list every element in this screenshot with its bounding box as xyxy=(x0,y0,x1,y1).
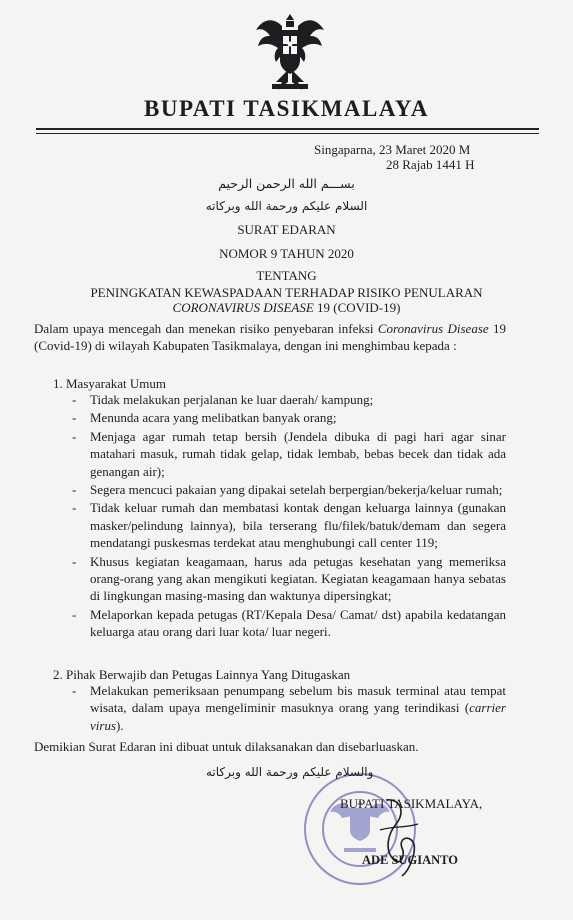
section-2-label: 2. Pihak Berwajib dan Petugas Lainnya Yang Ditugaskan xyxy=(53,667,351,682)
dash-marker: - xyxy=(72,482,77,498)
list-item xyxy=(66,481,506,498)
date-hijri: 28 Rajab 1441 H xyxy=(386,157,475,172)
signature-arabic-salam: والسلام عليكم ورحمة الله وبركاته xyxy=(206,765,374,779)
list-item xyxy=(66,391,506,408)
list-item-text: Menunda acara yang melibatkan banyak orang; xyxy=(90,410,337,426)
list-item xyxy=(66,409,506,426)
letterhead-rule-thin xyxy=(36,133,539,134)
intro-text-2: 19 (Covid-19) di wilayah Kabupaten Tasikmalaya, dengan ini menghimbau kepada : xyxy=(34,321,507,353)
section-1-list xyxy=(66,391,506,642)
dash-marker: - xyxy=(72,606,77,622)
list-item-text-end: ). xyxy=(116,717,124,733)
intro-paragraph xyxy=(34,320,506,354)
letterhead-rule-thick xyxy=(36,128,539,130)
list-item xyxy=(66,499,506,551)
document-number: NOMOR 9 TAHUN 2020 xyxy=(219,246,354,261)
basmala: بســـم الله الرحمن الرحيم xyxy=(218,176,355,191)
subject-rest: 19 (COVID-19) xyxy=(313,300,401,315)
list-item xyxy=(66,553,506,605)
closing-paragraph: Demikian Surat Edaran ini dibuat untuk dilaksanakan dan disebarluaskan. xyxy=(34,739,419,754)
section-2-list xyxy=(66,682,506,735)
list-item xyxy=(66,428,506,480)
section-1-label: 1. Masyarakat Umum xyxy=(53,376,167,391)
document-type: SURAT EDARAN xyxy=(237,222,336,237)
list-item-text: Tidak keluar rumah dan membatasi kontak dengan keluarga lainnya (gunakan masker/pelindung lainnya), bila terserang flu/filek/batuk/demam dan segera mendatangi puskesmas terdekat atau menghubungi call center 119; xyxy=(90,500,506,551)
dash-marker: - xyxy=(72,410,77,426)
date-gregorian: Singaparna, 23 Maret 2020 M xyxy=(314,142,471,157)
list-item-text: Tidak melakukan perjalanan ke luar daerah/ kampung; xyxy=(90,392,374,407)
date-block xyxy=(314,142,474,172)
list-item-text: Menjaga agar rumah tetap bersih (Jendela dibuka di pagi hari agar sinar matahari masuk, rumah tidak gelap, tidak lembab, bebas becek dan tidak ada genangan air); xyxy=(90,428,506,479)
dash-marker: - xyxy=(72,500,77,516)
about-label: TENTANG xyxy=(256,268,317,283)
list-item-italic: carrier virus xyxy=(90,700,506,733)
letterhead-title: BUPATI TASIKMALAYA xyxy=(144,96,429,121)
intro-italic: Coronavirus Disease xyxy=(377,321,489,336)
arabic-salam: السلام عليكم ورحمة الله وبركاته xyxy=(205,199,368,213)
list-item xyxy=(66,606,506,641)
dash-marker: - xyxy=(72,392,77,407)
list-item-text: Segera mencuci pakaian yang dipakai setelah berpergian/bekerja/keluar rumah; xyxy=(90,482,503,498)
list-item-text: Khusus kegiatan keagamaan, harus ada petugas kesehatan yang memeriksa orang-orang yang akan mengikuti kegiatan. Kegiatan keagamaan hanya sebatas di lingkungan masing-masing dan waktunya dipersingkat; xyxy=(90,553,506,604)
intro-text-1: Dalam upaya mencegah dan menekan risiko penyebaran infeksi xyxy=(34,321,378,336)
list-item xyxy=(66,682,506,734)
subject-italic: CORONAVIRUS DISEASE xyxy=(172,300,314,315)
garuda-emblem-icon xyxy=(252,12,328,94)
list-item-text: Melakukan pemeriksaan penumpang sebelum bis masuk terminal atau tempat wisata, dalam upaya mengeliminir masuknya orang yang terindikasi ( xyxy=(90,683,506,716)
dash-marker: - xyxy=(72,553,77,569)
signatory-name: ADE SUGIANTO xyxy=(362,853,458,867)
subject-line-2 xyxy=(0,300,573,316)
dash-marker: - xyxy=(72,428,77,444)
subject-line-1: PENINGKATAN KEWASPADAAN TERHADAP RISIKO PENULARAN xyxy=(90,285,483,300)
dash-marker: - xyxy=(72,683,77,698)
signatory-title: BUPATI TASIKMALAYA, xyxy=(340,796,483,811)
list-item-text: Melaporkan kepada petugas (RT/Kepala Desa/ Camat/ dst) apabila kedatangan keluarga atau orang dari luar kota/ luar negeri. xyxy=(90,606,506,640)
